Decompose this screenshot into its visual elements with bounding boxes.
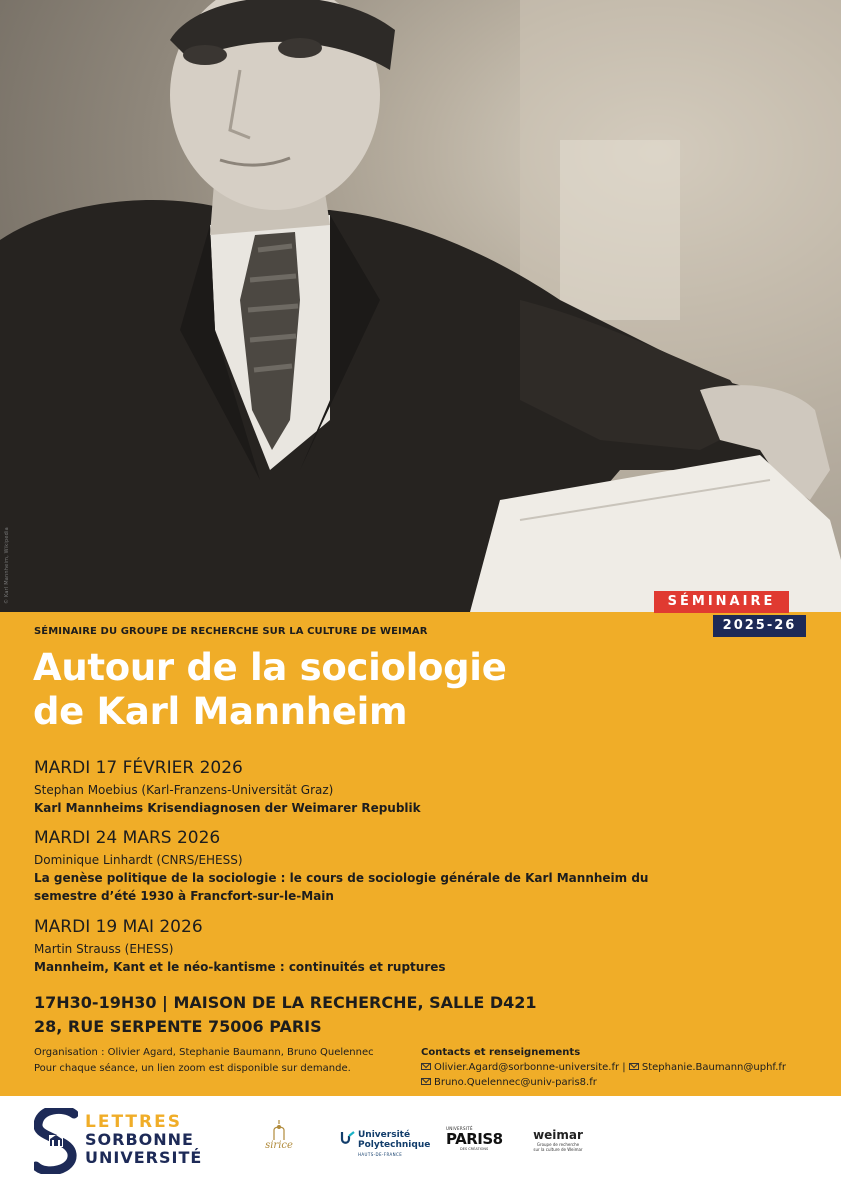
sorbonne-lettres: LETTRES — [85, 1112, 182, 1132]
organisers: Organisation : Olivier Agard, Stephanie Baumann, Bruno Quelennec — [34, 1047, 374, 1058]
weimar-sub-2: sur la culture de Weimar — [533, 1147, 583, 1152]
separator: | — [619, 1062, 629, 1073]
speaker-name: Dominique Linhardt — [34, 853, 153, 867]
paris8-name: PARIS8 — [446, 1130, 503, 1148]
seminar-tag: SÉMINAIRE — [654, 591, 789, 613]
session-2 — [34, 827, 734, 905]
uphf-name — [358, 1130, 430, 1150]
session-date: MARDI 19 MAI 2026 — [34, 917, 203, 937]
uphf-line-2: Polytechnique — [358, 1140, 431, 1150]
organisation-info — [34, 1045, 374, 1077]
uphf-line-1: Université — [358, 1130, 411, 1140]
uphf-mark-icon — [340, 1130, 356, 1146]
weimar-sub-1: Groupe de recherche — [536, 1142, 580, 1147]
session-speaker-line — [34, 782, 734, 799]
email-link-quelennec[interactable]: Bruno.Quelennec@univ-paris8.fr — [434, 1077, 597, 1088]
sirice-logo — [250, 1118, 308, 1168]
sirice-emblem-icon — [250, 1118, 308, 1142]
talk-title: Karl Mannheims Krisendiagnosen der Weimarer Republik — [34, 801, 421, 815]
sorbonne-universite: UNIVERSITÉ — [85, 1148, 203, 1167]
contacts-heading: Contacts et renseignements — [421, 1047, 581, 1058]
session-1 — [34, 757, 734, 817]
contacts-line-1 — [421, 1060, 786, 1075]
footer-logos — [0, 1096, 841, 1190]
speaker-name: Stephan Moebius — [34, 783, 138, 797]
contacts-line-2 — [421, 1075, 786, 1090]
title-line-1: Autour de la sociologie — [33, 646, 507, 689]
contacts-block — [421, 1045, 786, 1090]
session-date: MARDI 24 MARS 2026 — [34, 828, 221, 848]
title-line-2: de Karl Mannheim — [33, 690, 408, 733]
mail-icon — [421, 1063, 431, 1070]
email-link-baumann[interactable]: Stephanie.Baumann@uphf.fr — [641, 1062, 787, 1073]
kicker: SÉMINAIRE DU GROUPE DE RECHERCHE SUR LA CULTURE DE WEIMAR — [34, 626, 428, 637]
venue-info — [34, 991, 537, 1039]
zoom-note: Pour chaque séance, un lien zoom est disponible sur demande. — [34, 1063, 351, 1074]
paris8-universite: UNIVERSITÉ — [446, 1126, 473, 1131]
session-speaker-line — [34, 941, 734, 958]
uphf-region: HAUTS-DE-FRANCE — [358, 1152, 403, 1157]
sorbonne-s-icon — [34, 1108, 78, 1174]
talk-title: Mannheim, Kant et le néo-kantisme : continuités et ruptures — [34, 960, 446, 974]
paris8-logo — [446, 1126, 506, 1151]
sorbonne-name: SORBONNE — [85, 1130, 194, 1149]
mail-icon — [421, 1078, 431, 1085]
session-3 — [34, 916, 734, 976]
speaker-affiliation: (CNRS/EHESS) — [152, 853, 243, 867]
email-link-agard[interactable]: Olivier.Agard@sorbonne-universite.fr — [434, 1062, 620, 1073]
weimar-name: weimar — [533, 1128, 583, 1142]
sorbonne-logo — [34, 1108, 78, 1178]
session-date: MARDI 17 FÉVRIER 2026 — [34, 758, 243, 778]
mail-icon — [629, 1063, 639, 1070]
talk-title: La genèse politique de la sociologie : le cours de sociologie générale de Karl Mannheim du semestre d’été 1930 à Francfort-sur-le-Main — [34, 871, 649, 903]
sirice-name: sirice — [265, 1140, 293, 1151]
venue-address: 28, RUE SERPENTE 75006 PARIS — [34, 1017, 322, 1036]
photo-credit: © Karl Mannheim, Wikipedia — [4, 527, 10, 604]
speaker-affiliation: (EHESS) — [120, 942, 174, 956]
paris8-tagline: DES CRÉATIONS — [460, 1147, 489, 1151]
page-title — [33, 646, 673, 734]
speaker-affiliation: (Karl-Franzens-Universität Graz) — [137, 783, 334, 797]
weimar-logo — [528, 1128, 588, 1152]
sorbonne-wordmark — [85, 1113, 202, 1167]
session-speaker-line — [34, 852, 734, 869]
year-tag: 2025-26 — [713, 615, 806, 637]
venue-time-room: 17H30-19H30 | MAISON DE LA RECHERCHE, SALLE D421 — [34, 993, 537, 1012]
speaker-name: Martin Strauss — [34, 942, 121, 956]
